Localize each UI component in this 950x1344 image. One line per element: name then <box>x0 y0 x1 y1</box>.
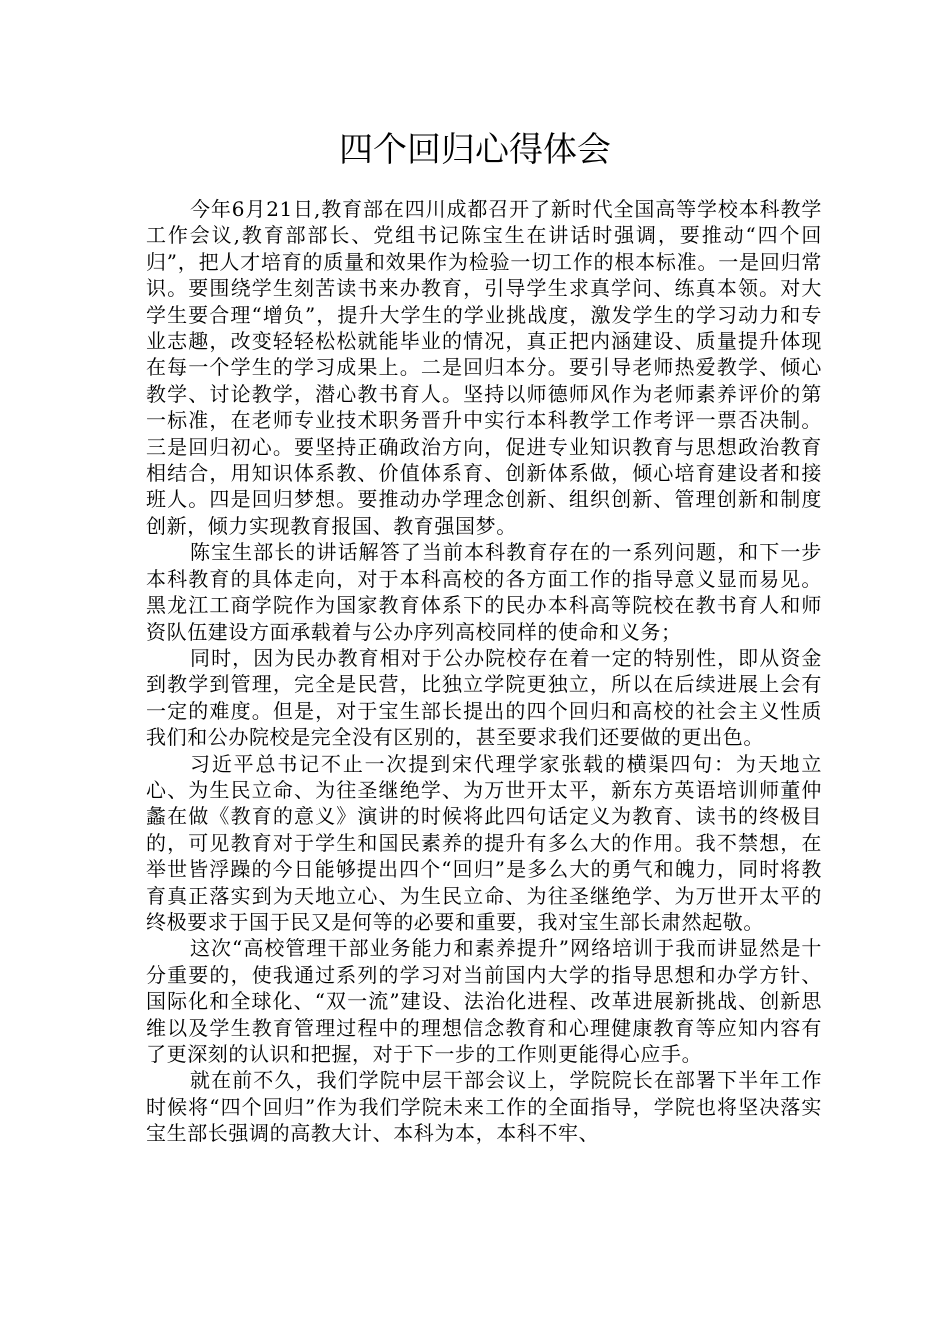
paragraph: 同时，因为民办教育相对于公办院校存在着一定的特别性，即从资金到教学到管理，完全是民营，比独立学院更独立，所以在后续进展上会有一定的难度。但是，对于宝生部长提出的四个回归和高校的社会主义性质我们和公办院校是完全没有区别的，甚至要求我们还要做的更出色。 <box>146 645 822 750</box>
paragraph: 就在前不久，我们学院中层干部会议上，学院院长在部署下半年工作时候将“四个回归”作为我们学院未来工作的全面指导，学院也将坚决落实宝生部长强调的高教大计、本科为本，本科不牢、 <box>146 1068 822 1146</box>
paragraph: 习近平总书记不止一次提到宋代理学家张载的横渠四句：为天地立心、为生民立命、为往圣继绝学、为万世开太平，新东方英语培训师董仲蠡在做《教育的意义》演讲的时候将此四句话定义为教育、读书的终极目的，可见教育对于学生和国民素养的提升有多么大的作用。我不禁想，在举世皆浮躁的今日能够提出四个“回归”是多么大的勇气和魄力，同时将教育真正落实到为天地立心、为生民立命、为往圣继绝学、为万世开太平的终极要求于国于民又是何等的必要和重要，我对宝生部长肃然起敬。 <box>146 751 822 934</box>
document-body <box>146 196 822 1147</box>
paragraph: 今年6月21日,教育部在四川成都召开了新时代全国高等学校本科教学工作会议,教育部部长、党组书记陈宝生在讲话时强调，要推动“四个回归”，把人才培育的质量和效果作为检验一切工作的根本标准。一是回归常识。要围绕学生刻苦读书来办教育，引导学生求真学问、练真本领。对大学生要合理“增负”，提升大学生的学业挑战度，激发学生的学习动力和专业志趣，改变轻轻松松就能毕业的情况，真正把内涵建设、质量提升体现在每一个学生的学习成果上。二是回归本分。要引导老师热爱教学、倾心教学、讨论教学，潜心教书育人。坚持以师德师风作为老师素养评价的第一标准，在老师专业技术职务晋升中实行本科教学工作考评一票否决制。三是回归初心。要坚持正确政治方向，促进专业知识教育与思想政治教育相结合，用知识体系教、价值体系育、创新体系做，倾心培育建设者和接班人。四是回归梦想。要推动办学理念创新、组织创新、管理创新和制度创新，倾力实现教育报国、教育强国梦。 <box>146 197 822 538</box>
paragraph: 这次“高校管理干部业务能力和素养提升”网络培训于我而讲显然是十分重要的，使我通过系列的学习对当前国内大学的指导思想和办学方针、国际化和全球化、“双一流”建设、法治化进程、改革进展新挑战、创新思维以及学生教育管理过程中的理想信念教育和心理健康教育等应知内容有了更深刻的认识和把握，对于下一步的工作则更能得心应手。 <box>146 936 822 1066</box>
paragraph: 陈宝生部长的讲话解答了当前本科教育存在的一系列问题，和下一步本科教育的具体走向，对于本科高校的各方面工作的指导意义显而易见。黑龙江工商学院作为国家教育体系下的民办本科高等院校在教书育人和师资队伍建设方面承载着与公办序列高校同样的使命和义务； <box>146 540 822 644</box>
document-title: 四个回归心得体会 <box>339 130 611 170</box>
